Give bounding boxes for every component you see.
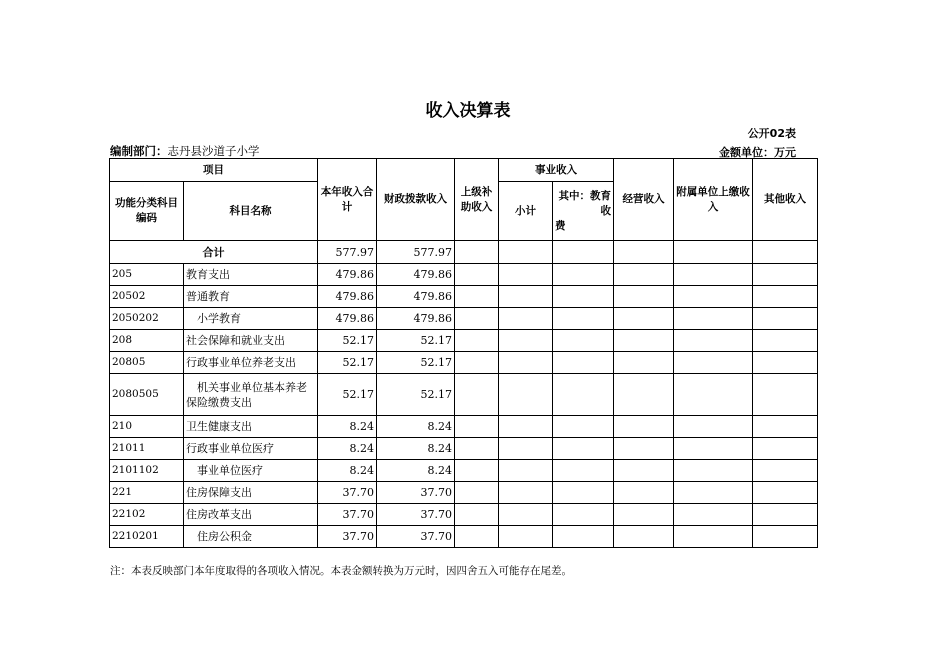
header-edu-fee-a: 其中：教育 [558,189,611,202]
row-name: 住房改革支出 [184,504,318,526]
empty-cell [455,460,499,482]
table-row [110,286,818,308]
empty-cell [553,286,614,308]
table-row [110,330,818,352]
footnote: 注：本表反映部门本年度取得的各项收入情况。本表金额转换为万元时，因四舍五入可能存在尾差。 [110,565,572,577]
empty-cell [753,264,818,286]
row-fiscal: 37.70 [377,526,455,548]
row-fiscal: 8.24 [377,416,455,438]
header-total-income: 本年收入合计 [318,159,377,241]
empty-cell [455,416,499,438]
empty-cell [553,504,614,526]
row-total-income: 8.24 [318,460,377,482]
empty-cell [455,374,499,416]
header-edu-fee [553,182,614,241]
row-code: 221 [110,482,184,504]
empty-cell [499,286,553,308]
empty-cell [753,241,818,264]
row-total-income: 37.70 [318,482,377,504]
header-other: 其他收入 [753,159,818,241]
empty-cell [753,460,818,482]
row-code: 2101102 [110,460,184,482]
header-affiliated: 附属单位上缴收入 [674,159,753,241]
row-code: 21011 [110,438,184,460]
total-row [110,241,818,264]
empty-cell [499,416,553,438]
table-row [110,374,818,416]
row-fiscal: 8.24 [377,438,455,460]
row-code: 20805 [110,352,184,374]
row-code: 2080505 [110,374,184,416]
empty-cell [753,352,818,374]
department-name: 志丹县沙道子小学 [167,144,260,158]
empty-cell [455,352,499,374]
empty-cell [674,286,753,308]
empty-cell [753,504,818,526]
empty-cell [674,352,753,374]
row-fiscal: 37.70 [377,482,455,504]
empty-cell [674,374,753,416]
table-row [110,526,818,548]
row-total-income: 8.24 [318,438,377,460]
row-name: 社会保障和就业支出 [184,330,318,352]
table-row [110,504,818,526]
header-subtotal: 小计 [499,182,553,241]
empty-cell [499,438,553,460]
empty-cell [455,286,499,308]
table-row [110,438,818,460]
row-name: 机关事业单位基本养老保险缴费支出 [184,374,318,416]
table-row [110,352,818,374]
empty-cell [553,438,614,460]
row-total-income: 479.86 [318,308,377,330]
empty-cell [753,286,818,308]
row-name: 教育支出 [184,264,318,286]
empty-cell [753,330,818,352]
row-code: 20502 [110,286,184,308]
empty-cell [553,460,614,482]
table-row [110,416,818,438]
total-income-value: 577.97 [318,241,377,264]
row-name: 住房公积金 [184,526,318,548]
row-code: 2050202 [110,308,184,330]
row-fiscal: 8.24 [377,460,455,482]
row-name: 普通教育 [184,286,318,308]
header-upper-subsidy: 上级补助收入 [455,159,499,241]
row-name: 事业单位医疗 [184,460,318,482]
empty-cell [674,264,753,286]
page-title: 收入决算表 [425,101,511,121]
empty-cell [614,241,674,264]
empty-cell [753,482,818,504]
empty-cell [614,352,674,374]
row-name: 卫生健康支出 [184,416,318,438]
row-total-income: 479.86 [318,264,377,286]
form-number: 公开02表 [747,127,796,140]
empty-cell [674,308,753,330]
empty-cell [674,526,753,548]
row-code: 2210201 [110,526,184,548]
empty-cell [499,504,553,526]
empty-cell [553,264,614,286]
header-edu-fee-c: 费 [555,219,566,232]
empty-cell [674,460,753,482]
row-code: 208 [110,330,184,352]
empty-cell [753,438,818,460]
empty-cell [674,438,753,460]
empty-cell [614,460,674,482]
row-fiscal: 37.70 [377,504,455,526]
empty-cell [553,482,614,504]
department [110,143,260,159]
row-total-income: 52.17 [318,330,377,352]
empty-cell [499,241,553,264]
empty-cell [674,482,753,504]
row-fiscal: 52.17 [377,352,455,374]
table-row [110,460,818,482]
row-fiscal: 479.86 [377,308,455,330]
row-name: 小学教育 [184,308,318,330]
empty-cell [674,416,753,438]
empty-cell [753,416,818,438]
empty-cell [753,374,818,416]
row-total-income: 37.70 [318,504,377,526]
empty-cell [674,241,753,264]
empty-cell [499,374,553,416]
row-name: 住房保障支出 [184,482,318,504]
total-label: 合计 [110,241,318,264]
empty-cell [614,330,674,352]
empty-cell [499,526,553,548]
row-fiscal: 52.17 [377,330,455,352]
department-label: 编制部门： [110,144,168,158]
header-operating: 经营收入 [614,159,674,241]
empty-cell [455,264,499,286]
empty-cell [455,241,499,264]
row-code: 210 [110,416,184,438]
empty-cell [553,330,614,352]
row-total-income: 8.24 [318,416,377,438]
empty-cell [614,374,674,416]
empty-cell [455,504,499,526]
header-edu-fee-b: 收 [600,204,611,217]
empty-cell [455,526,499,548]
header-project: 项目 [110,159,318,182]
empty-cell [499,264,553,286]
total-fiscal-value: 577.97 [377,241,455,264]
empty-cell [614,504,674,526]
table-row [110,308,818,330]
empty-cell [614,286,674,308]
income-table [109,158,818,548]
empty-cell [455,482,499,504]
row-fiscal: 479.86 [377,286,455,308]
row-code: 205 [110,264,184,286]
row-name: 行政事业单位医疗 [184,438,318,460]
row-total-income: 52.17 [318,352,377,374]
table-row [110,264,818,286]
empty-cell [553,374,614,416]
empty-cell [455,308,499,330]
row-fiscal: 479.86 [377,264,455,286]
empty-cell [753,308,818,330]
empty-cell [674,504,753,526]
empty-cell [553,241,614,264]
empty-cell [614,526,674,548]
empty-cell [614,438,674,460]
row-total-income: 37.70 [318,526,377,548]
empty-cell [614,308,674,330]
row-total-income: 479.86 [318,286,377,308]
header-fiscal: 财政拨款收入 [377,159,455,241]
header-func-code: 功能分类科目编码 [110,182,184,241]
row-fiscal: 52.17 [377,374,455,416]
empty-cell [674,330,753,352]
amount-unit: 金额单位：万元 [719,146,796,159]
empty-cell [499,308,553,330]
empty-cell [553,352,614,374]
empty-cell [614,416,674,438]
empty-cell [553,416,614,438]
empty-cell [753,526,818,548]
header-subject-name: 科目名称 [184,182,318,241]
empty-cell [499,482,553,504]
row-total-income: 52.17 [318,374,377,416]
row-code: 22102 [110,504,184,526]
empty-cell [455,438,499,460]
empty-cell [455,330,499,352]
empty-cell [499,330,553,352]
empty-cell [553,526,614,548]
empty-cell [614,264,674,286]
row-name: 行政事业单位养老支出 [184,352,318,374]
header-business-income: 事业收入 [499,159,614,182]
table-row [110,482,818,504]
empty-cell [553,308,614,330]
empty-cell [499,460,553,482]
empty-cell [614,482,674,504]
empty-cell [499,352,553,374]
